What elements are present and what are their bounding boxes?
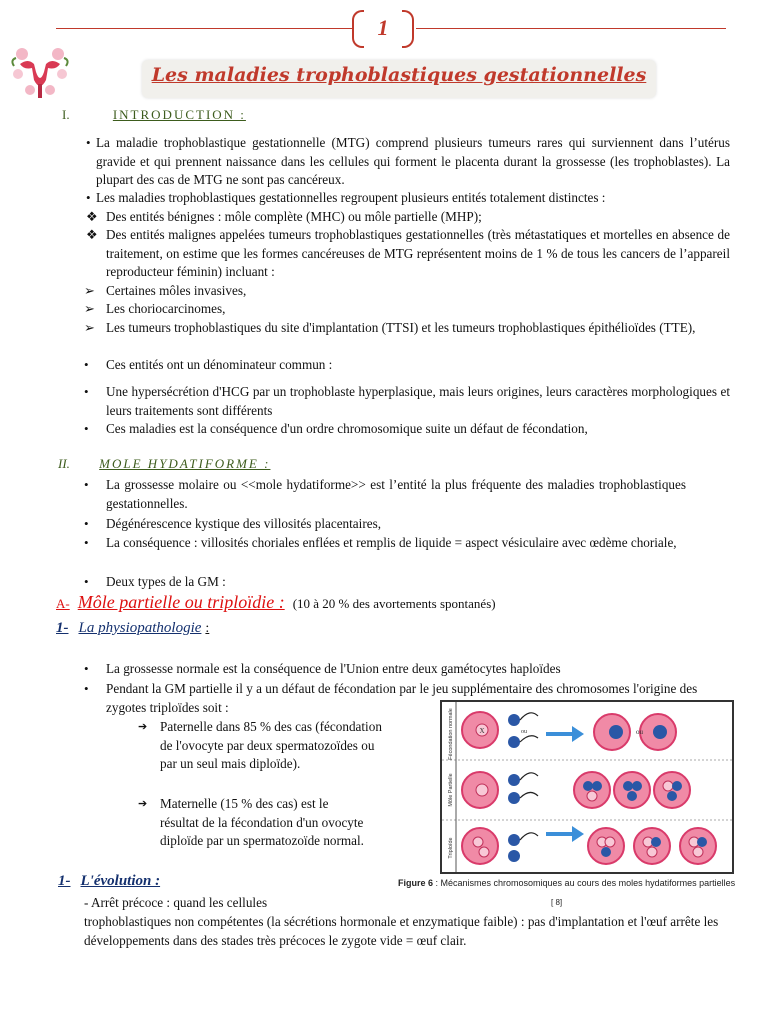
bullet-dot: • [84, 661, 89, 676]
figure-diagram [442, 702, 732, 872]
arrow-right-icon: ➔ [138, 721, 148, 733]
arrow-bullet-icon: ➢ [84, 320, 95, 335]
physio-maternal: Maternelle (15 % des cas) est le résultat de la fécondation d'un ovocyte diploïde par un spermatozoïde normal. [160, 796, 364, 848]
intro-malignant: Des entités malignes appelées tumeurs trophoblastiques gestationnelles (très métastatiques et mortelles en absence de traitement, on estime que les formes cancéreuses de MTG représentent moins de 1 % de tous les cancers de l’appareil reproducteur féminin) incluant : [106, 227, 730, 279]
physio-number: 1- [56, 620, 69, 636]
section-intro-heading [62, 107, 246, 123]
physio-paternal: Paternelle dans 85 % des cas (fécondation de l'ovocyte par deux spermatozoïdes ou par un seul mais diploïde). [160, 719, 382, 771]
bullet-dot: • [86, 135, 91, 150]
intro-hcg: Une hypersécrétion d'HCG par un trophoblaste hyperplasique, mais leurs origines, leurs caractères morphologiques et leurs traitements sont différents [106, 384, 730, 418]
bullet-dot: • [86, 190, 91, 205]
figure-caption-text: : Mécanismes chromosomiques au cours des moles hydatiformes partielles [433, 878, 736, 888]
evolution-line-1: - Arrêt précoce : quand les cellules [84, 895, 268, 910]
physio-title: La physiopathologie [78, 620, 202, 636]
partial-note: (10 à 20 % des avortements spontanés) [292, 596, 496, 611]
intro-common: Ces entités ont un dénominateur commun : [106, 357, 333, 372]
row-label-partial: Môle Partielle [448, 773, 454, 807]
mole-item-3: La conséquence : villosités choriales enflées et remplis de liquide = aspect vésiculaire avec œdème choriale, [106, 535, 677, 550]
physio-p1: La grossesse normale est la conséquence de l'Union entre deux gamétocytes haploïdes [106, 661, 561, 676]
bullet-dot: • [84, 681, 89, 696]
evolution-title: L'évolution : [80, 873, 161, 889]
svg-text:X: X [479, 727, 485, 735]
mole-item-4: Deux types de la GM : [106, 574, 226, 589]
arrow-bullet-icon: ➢ [84, 301, 95, 316]
sperm-head [508, 714, 520, 726]
intro-paragraph-1: La maladie trophoblastique gestationnelle (MTG) comprend plusieurs tumeurs rares qui surviennent dans l’utérus gravide et qui prennent naissance dans les cellules qui forment le placenta durant la grossesse (les trophoblastes). La plupart des cas de MTG ne sont pas cancéreux. [96, 135, 730, 187]
arrow-right-icon: ➔ [138, 798, 148, 810]
bullet-dot: • [84, 574, 89, 589]
section-mole-heading [58, 456, 270, 472]
figure-ou-label: ou [636, 728, 643, 736]
figure-caption [398, 878, 735, 888]
partial-mole-heading [56, 592, 496, 613]
mole-item-2: Dégénérescence kystique des villosités placentaires, [106, 516, 381, 531]
intro-chromosomic: Ces maladies est la conséquence d'un ordre chromosomique suite un défaut de fécondation, [106, 421, 588, 436]
section-title: MOLE HYDATIFORME : [99, 456, 271, 471]
arrow-icon [546, 726, 584, 742]
figure-caption-label: Figure 6 [398, 878, 434, 888]
evolution-heading [58, 872, 160, 890]
intro-chorio: Les choriocarcinomes, [106, 301, 226, 316]
figure-reference: [ 8] [551, 898, 563, 907]
diamond-bullet-icon: ❖ [86, 227, 98, 242]
partial-title: Môle partielle ou triploïdie : [77, 592, 285, 612]
arrow-icon [546, 826, 584, 842]
evolution-number: 1- [58, 873, 71, 889]
mole-item-1: La grossesse molaire ou <<mole hydatiforme>> est l’entité la plus fréquente des maladies trophoblastiques gestationnelles. [106, 477, 686, 511]
uterus-logo-icon [8, 40, 72, 104]
figure-ou-label: ou [521, 729, 527, 735]
page-number: 1 [377, 15, 389, 40]
row-label-normal: Fécondation normale [448, 708, 454, 760]
physio-p2: Pendant la GM partielle il y a un défaut de fécondation par le jeu supplémentaire des chromosomes l'origine des zygotes triploïdes soit : [106, 681, 698, 715]
intro-benign: Des entités bénignes : môle complète (MHC) ou môle partielle (MHP); [106, 209, 482, 224]
sperm-head [508, 736, 520, 748]
bullet-dot: • [84, 516, 89, 531]
section-number: I. [62, 107, 70, 122]
bullet-dot: • [84, 357, 89, 372]
section-title: INTRODUCTION : [112, 107, 246, 122]
physio-heading [56, 619, 209, 637]
header-rule-left [56, 28, 352, 29]
physio-colon: : [205, 621, 210, 636]
header-rule-right [416, 28, 726, 29]
row-label-triploid: Triploïde [448, 837, 454, 859]
section-number: II. [58, 456, 70, 471]
bullet-dot: • [84, 535, 89, 550]
arrow-bullet-icon: ➢ [84, 283, 95, 298]
chromosome-figure [440, 700, 734, 874]
page-title: Les maladies trophoblastiques gestationnelles [151, 64, 647, 86]
intro-invasive: Certaines môles invasives, [106, 283, 247, 298]
partial-letter: A- [56, 596, 70, 611]
intro-ttsi: Les tumeurs trophoblastiques du site d'implantation (TTSI) et les tumeurs trophoblastiques épithélioïdes (TTE), [106, 320, 696, 335]
diamond-bullet-icon: ❖ [86, 209, 98, 224]
evolution-line-2: trophoblastiques non compétentes (la sécrétions hormonale et enzymatique faible) : pas d'implantation et l'œuf arrête les développements dans des stades très précoces le zygote vide = œuf clair. [84, 914, 719, 948]
bullet-dot: • [84, 477, 89, 492]
intro-paragraph-2: Les maladies trophoblastiques gestationnelles regroupent plusieurs entités totalement distinctes : [96, 190, 606, 205]
bullet-dot: • [84, 421, 89, 436]
bullet-dot: • [84, 384, 89, 399]
